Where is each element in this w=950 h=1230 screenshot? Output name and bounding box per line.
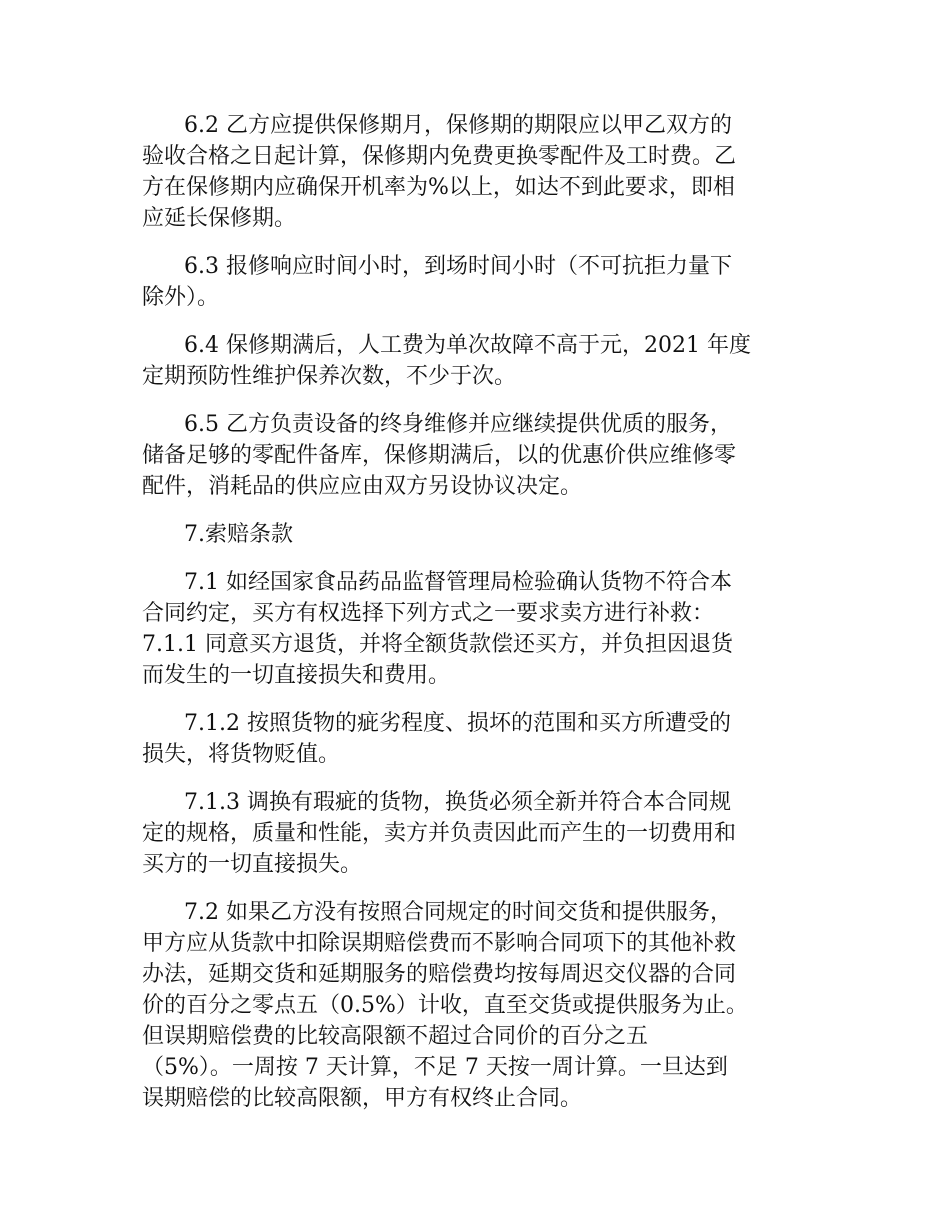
text-line: 6.5 乙方负责设备的终身维修并应继续提供优质的服务，	[184, 412, 732, 437]
text-line: 6.4 保修期满后，人工费为单次故障不高于元，2021 年度	[184, 333, 751, 358]
text-line: 7.1.2 按照货物的疵劣程度、损坏的范围和买方所遭受的	[184, 711, 731, 736]
text-line: 7.1.1 同意买方退货，并将全额货款偿还买方，并负担因退货	[142, 632, 733, 657]
text-line: 配件，消耗品的供应应由双方另设协议决定。	[142, 474, 583, 499]
text-line: 储备足够的零配件备库，保修期满后，以的优惠价供应维修零	[142, 443, 737, 468]
text-line: 6.3 报修响应时间小时，到场时间小时（不可抗拒力量下	[184, 254, 732, 279]
paragraph-7-1	[142, 567, 817, 691]
text-line: 办法，延期交货和延期服务的赔偿费均按每周迟交仪器的合同	[142, 962, 737, 987]
text-line: 7.索赔条款	[184, 522, 293, 547]
text-line: 验收合格之日起计算，保修期内免费更换零配件及工时费。乙	[142, 144, 737, 169]
text-line: 除外）。	[142, 285, 220, 310]
text-line: 买方的一切直接损失。	[142, 852, 363, 877]
text-line: 定的规格，质量和性能，卖方并负责因此而产生的一切费用和	[142, 821, 737, 846]
paragraph-7-2	[142, 897, 817, 1114]
text-line: 而发生的一切直接损失和费用。	[142, 663, 451, 688]
text-line: 7.1 如经国家食品药品监督管理局检验确认货物不符合本	[184, 570, 732, 595]
section-heading-7	[142, 519, 817, 550]
text-line: （5%）。一周按 7 天计算，不足 7 天按一周计算。一旦达到	[142, 1055, 728, 1080]
text-line: 应延长保修期。	[142, 206, 297, 231]
text-line: 7.2 如果乙方没有按照合同规定的时间交货和提供服务，	[184, 900, 732, 925]
text-line: 方在保修期内应确保开机率为%以上，如达不到此要求，即相	[142, 175, 735, 200]
text-line: 6.2 乙方应提供保修期月，保修期的期限应以甲乙双方的	[184, 113, 732, 138]
text-line: 但误期赔偿费的比较高限额不超过合同价的百分之五	[142, 1024, 649, 1049]
paragraph-7-1-2	[142, 708, 817, 770]
paragraph-6-5	[142, 409, 817, 502]
text-line: 甲方应从货款中扣除误期赔偿费而不影响合同项下的其他补救	[142, 931, 737, 956]
text-line: 7.1.3 调换有瑕疵的货物，换货必须全新并符合本合同规	[184, 790, 731, 815]
text-line: 价的百分之零点五（0.5%）计收，直至交货或提供服务为止。	[142, 993, 748, 1018]
text-line: 损失，将货物贬值。	[142, 742, 341, 767]
text-line: 合同约定，买方有权选择下列方式之一要求卖方进行补救：	[142, 601, 715, 626]
paragraph-6-4	[142, 330, 817, 392]
paragraph-6-3	[142, 251, 817, 313]
paragraph-6-2	[142, 110, 817, 234]
document-page	[142, 110, 817, 1114]
text-line: 误期赔偿的比较高限额，甲方有权终止合同。	[142, 1086, 583, 1111]
text-line: 定期预防性维护保养次数，不少于次。	[142, 364, 517, 389]
paragraph-7-1-3	[142, 787, 817, 880]
